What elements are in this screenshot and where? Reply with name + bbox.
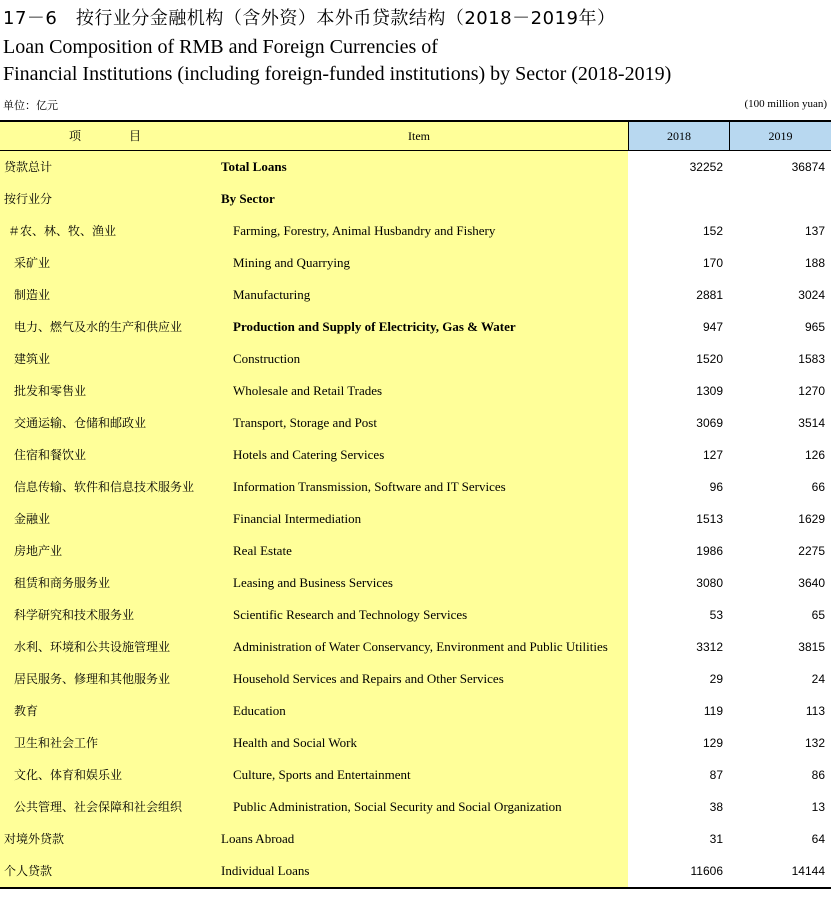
loan-table	[0, 120, 831, 889]
table-row	[0, 759, 831, 791]
row-label-cn: 租赁和商务服务业	[14, 576, 111, 590]
value-2018: 3080	[696, 576, 723, 590]
row-label-cn: 交通运输、仓储和邮政业	[14, 416, 147, 430]
value-2018: 31	[709, 832, 723, 846]
row-label-en: Education	[233, 703, 286, 718]
row-label-cn: 卫生和社会工作	[14, 736, 99, 750]
header-item-cn: 项 目	[68, 129, 141, 143]
value-2019: 1583	[798, 352, 825, 366]
table-row	[0, 151, 831, 183]
row-label-en: By Sector	[221, 191, 275, 206]
value-2019: 13	[811, 800, 825, 814]
value-2019: 24	[811, 672, 825, 686]
value-2019: 1629	[798, 512, 825, 526]
value-2018: 170	[702, 256, 723, 270]
row-label-cn: 个人贷款	[4, 864, 53, 878]
row-label-en: Wholesale and Retail Trades	[233, 383, 383, 398]
value-2019: 14144	[791, 864, 825, 878]
row-label-en: Mining and Quarrying	[233, 255, 350, 270]
value-2019: 113	[805, 704, 825, 718]
table-title-en-line2: Financial Institutions (including foreign-funded institutions) by Sector (2018-2019)	[3, 63, 672, 85]
row-label-cn: 批发和零售业	[14, 384, 87, 398]
table-row	[0, 279, 831, 311]
value-2019: 188	[804, 256, 825, 270]
value-2019: 132	[804, 736, 825, 750]
row-label-en: Information Transmission, Software and IT Services	[233, 479, 506, 494]
table-row	[0, 311, 831, 343]
header-item-en: Item	[408, 129, 430, 143]
value-2018: 2881	[696, 288, 723, 302]
value-2018: 1986	[696, 544, 723, 558]
header-2018: 2018	[629, 122, 729, 150]
row-label-cn: 金融业	[14, 512, 51, 526]
value-2018: 1513	[696, 512, 723, 526]
value-2018: 3312	[696, 640, 723, 654]
value-2018: 29	[709, 672, 723, 686]
value-2019: 1270	[798, 384, 825, 398]
value-2019: 66	[811, 480, 825, 494]
row-label-cn: 居民服务、修理和其他服务业	[14, 672, 171, 686]
row-label-cn: 建筑业	[14, 352, 51, 366]
value-2018: 127	[702, 448, 723, 462]
table-row	[0, 343, 831, 375]
value-2019: 36874	[791, 160, 825, 174]
value-2018: 96	[709, 480, 723, 494]
table-row	[0, 567, 831, 599]
table-header	[0, 120, 831, 151]
row-label-en: Loans Abroad	[221, 831, 295, 846]
row-label-en: Leasing and Business Services	[233, 575, 393, 590]
value-2018: 947	[702, 320, 723, 334]
row-label-en: Household Services and Repairs and Other Services	[233, 671, 504, 686]
table-title-cn: 17－6 按行业分金融机构（含外资）本外币贷款结构（2018－2019年）	[3, 8, 616, 29]
value-2018: 1309	[696, 384, 723, 398]
value-2018: 11606	[690, 864, 723, 878]
row-label-en: Scientific Research and Technology Services	[233, 607, 468, 622]
row-label-en: Individual Loans	[221, 863, 310, 878]
row-label-cn: 对境外贷款	[4, 832, 65, 846]
table-row	[0, 471, 831, 503]
value-2019: 86	[811, 768, 825, 782]
table-row	[0, 599, 831, 631]
header-divider	[628, 122, 629, 150]
row-label-en: Administration of Water Conservancy, Environment and Public Utilities	[233, 639, 608, 654]
row-label-en: Manufacturing	[233, 287, 311, 302]
row-label-en: Culture, Sports and Entertainment	[233, 767, 411, 782]
row-label-en: Real Estate	[233, 543, 292, 558]
value-2019: 965	[804, 320, 825, 334]
table-row	[0, 215, 831, 247]
value-2019: 137	[804, 224, 825, 238]
table-body	[0, 151, 831, 887]
row-label-cn: ＃农、林、牧、渔业	[8, 224, 117, 238]
table-row	[0, 855, 831, 887]
row-label-cn: 房地产业	[14, 544, 63, 558]
table-row	[0, 535, 831, 567]
value-2018: 3069	[696, 416, 723, 430]
value-2018: 119	[703, 704, 723, 718]
value-2019: 3640	[798, 576, 825, 590]
row-label-en: Total Loans	[221, 159, 287, 174]
table-row	[0, 727, 831, 759]
header-divider	[729, 122, 730, 150]
table-row	[0, 503, 831, 535]
row-label-en: Construction	[233, 351, 301, 366]
row-label-en: Production and Supply of Electricity, Gas & Water	[233, 319, 516, 334]
row-label-cn: 水利、环境和公共设施管理业	[14, 640, 171, 654]
table-row	[0, 183, 831, 215]
row-label-en: Financial Intermediation	[233, 511, 362, 526]
row-label-cn: 信息传输、软件和信息技术服务业	[14, 480, 195, 494]
table-row	[0, 247, 831, 279]
value-2018: 1520	[696, 352, 723, 366]
value-2018: 129	[702, 736, 723, 750]
row-label-cn: 科学研究和技术服务业	[14, 608, 135, 622]
row-label-en: Health and Social Work	[233, 735, 357, 750]
row-label-cn: 采矿业	[14, 256, 51, 270]
value-2019: 3815	[798, 640, 825, 654]
table-row	[0, 663, 831, 695]
row-label-cn: 教育	[14, 704, 39, 718]
table-row	[0, 407, 831, 439]
table-row	[0, 375, 831, 407]
row-label-cn: 按行业分	[4, 192, 53, 206]
header-2019: 2019	[730, 122, 831, 150]
value-2018: 38	[709, 800, 723, 814]
row-label-en: Farming, Forestry, Animal Husbandry and Fishery	[233, 223, 496, 238]
row-label-cn: 贷款总计	[4, 160, 53, 174]
value-2019: 2275	[798, 544, 825, 558]
row-label-en: Transport, Storage and Post	[233, 415, 377, 430]
value-2019: 64	[811, 832, 825, 846]
value-2019: 126	[804, 448, 825, 462]
value-2018: 53	[709, 608, 723, 622]
table-row	[0, 439, 831, 471]
table-row	[0, 791, 831, 823]
value-2019: 3514	[798, 416, 825, 430]
row-label-cn: 电力、燃气及水的生产和供应业	[14, 320, 183, 334]
row-label-cn: 文化、体育和娱乐业	[14, 768, 123, 782]
row-label-cn: 制造业	[14, 288, 51, 302]
value-2019: 65	[811, 608, 825, 622]
unit-label-cn: 单位：亿元	[3, 99, 58, 112]
value-2018: 32252	[689, 160, 723, 174]
row-label-cn: 公共管理、社会保障和社会组织	[14, 800, 183, 814]
table-row	[0, 631, 831, 663]
table-row	[0, 823, 831, 855]
table-bottom-rule	[0, 887, 831, 889]
table-row	[0, 695, 831, 727]
row-label-en: Public Administration, Social Security and Social Organization	[233, 799, 562, 814]
row-label-en: Hotels and Catering Services	[233, 447, 385, 462]
value-2018: 152	[702, 224, 723, 238]
unit-label-en: (100 million yuan)	[744, 98, 827, 110]
value-2018: 87	[709, 768, 723, 782]
row-label-cn: 住宿和餐饮业	[14, 448, 87, 462]
table-title-en-line1: Loan Composition of RMB and Foreign Currencies of	[3, 36, 438, 58]
value-2019: 3024	[798, 288, 825, 302]
